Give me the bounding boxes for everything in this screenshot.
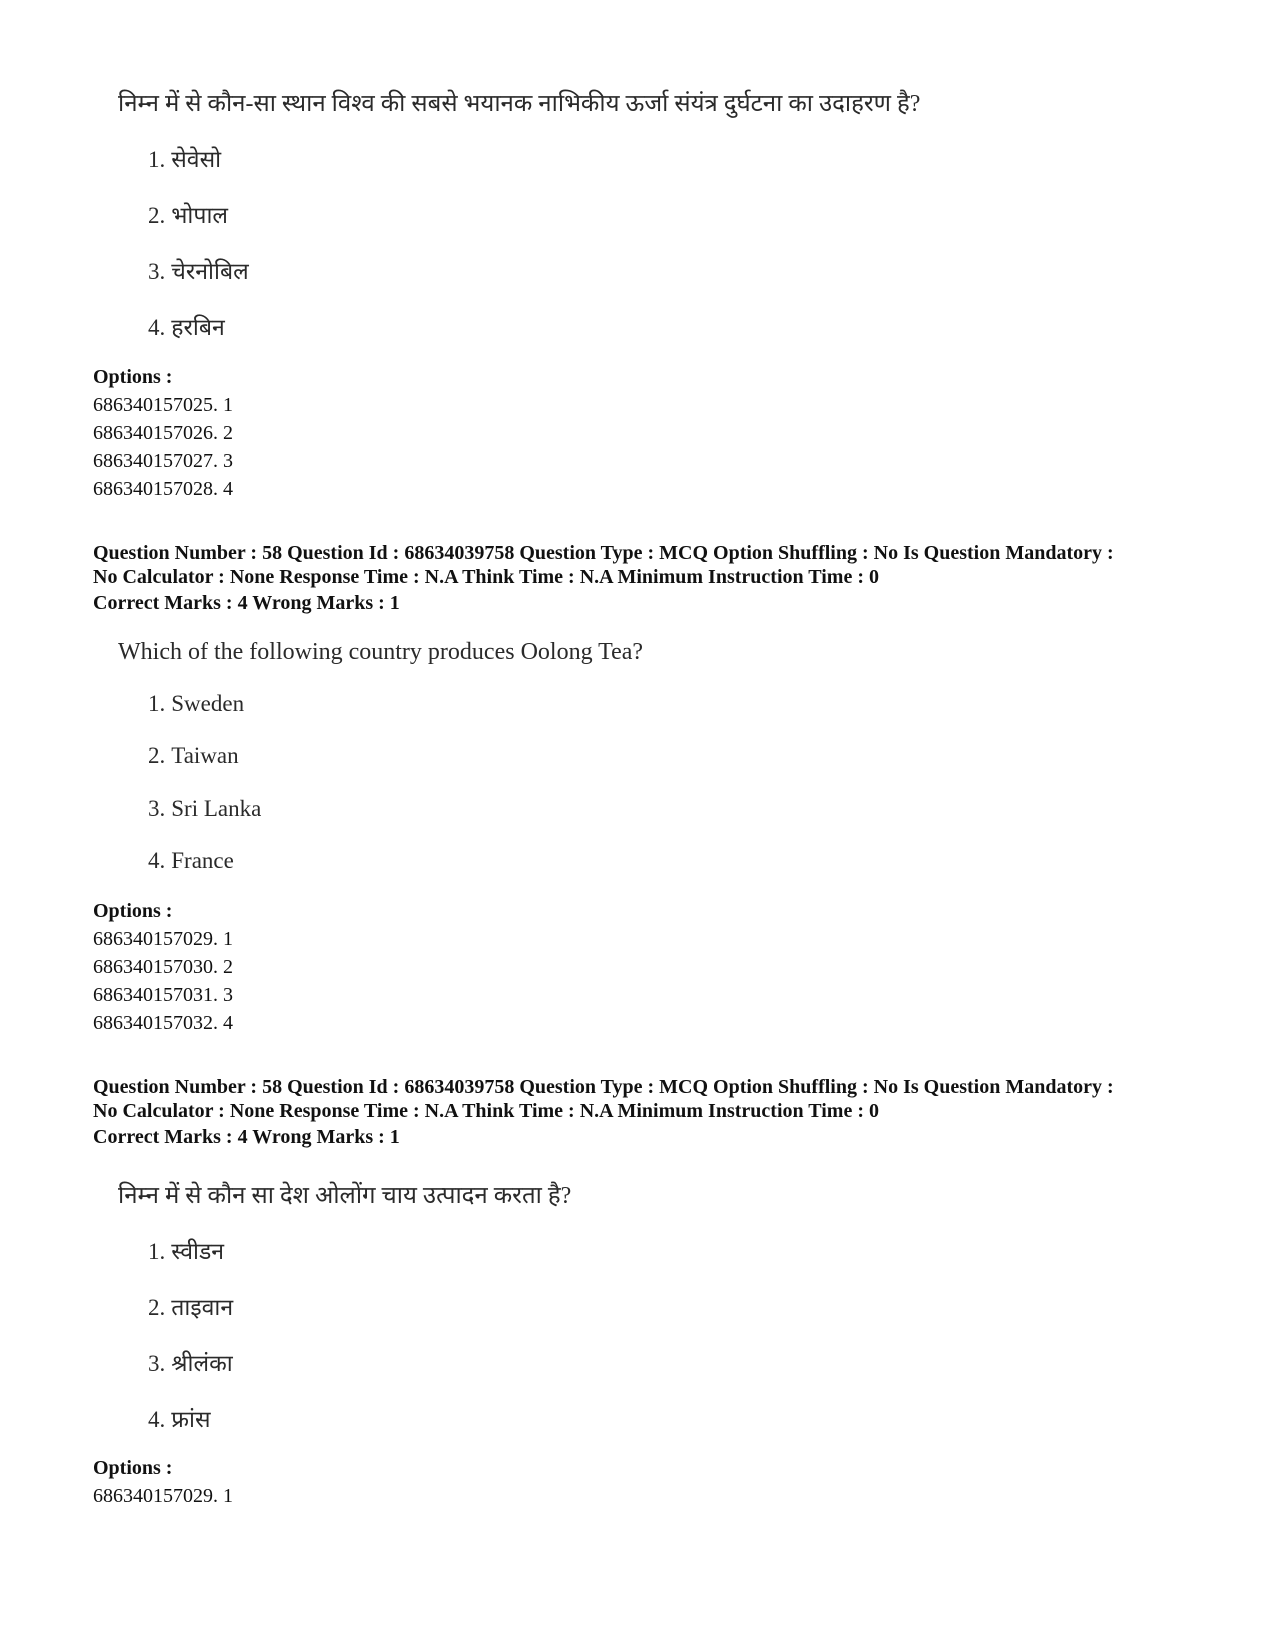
choice-text: Sweden — [171, 691, 245, 716]
option-id: 686340157029. 1 — [93, 1485, 233, 1507]
choice-item — [148, 1346, 233, 1378]
option-id: 686340157026. 2 — [93, 422, 233, 444]
options-label: Options : — [93, 1457, 173, 1479]
options-label: Options : — [93, 366, 173, 388]
choice-text: Taiwan — [171, 743, 239, 768]
choice-number: 3. — [148, 259, 166, 284]
question-meta — [93, 541, 1203, 589]
choice-number: 3. — [148, 1351, 166, 1376]
choice-text: हरबिन — [171, 315, 225, 340]
choice-text: फ्रांस — [171, 1407, 211, 1432]
option-id: 686340157032. 4 — [93, 1012, 233, 1034]
choice-text: Sri Lanka — [171, 796, 262, 821]
choice-number: 4. — [148, 315, 166, 340]
question-text: निम्न में से कौन सा देश ओलोंग चाय उत्पादन करता है? — [118, 1183, 572, 1209]
choice-text: France — [171, 848, 234, 873]
choice-number: 1. — [148, 147, 166, 172]
choice-text: चेरनोबिल — [171, 259, 249, 284]
choice-item — [148, 142, 221, 174]
choice-item — [148, 796, 261, 822]
choice-number: 3. — [148, 796, 166, 821]
choice-number: 2. — [148, 203, 166, 228]
choice-item — [148, 848, 234, 874]
choice-text: ताइवान — [171, 1295, 234, 1320]
choice-number: 4. — [148, 1407, 166, 1432]
question-text: निम्न में से कौन-सा स्थान विश्व की सबसे भयानक नाभिकीय ऊर्जा संयंत्र दुर्घटना का उदाहरण है? — [118, 91, 921, 117]
question-meta-line: Question Number : 58 Question Id : 68634039758 Question Type : MCQ Option Shuffling : No Is Question Mandatory : — [93, 1076, 1114, 1098]
choice-text: भोपाल — [171, 203, 228, 228]
choice-number: 4. — [148, 848, 166, 873]
choice-item — [148, 691, 244, 717]
choice-text: सेवेसो — [171, 147, 222, 172]
choice-item — [148, 1290, 233, 1322]
option-id: 686340157031. 3 — [93, 984, 233, 1006]
question-meta-line: No Calculator : None Response Time : N.A Think Time : N.A Minimum Instruction Time : 0 — [93, 566, 879, 588]
option-id: 686340157027. 3 — [93, 450, 233, 472]
question-text: Which of the following country produces Oolong Tea? — [118, 639, 644, 665]
option-id: 686340157028. 4 — [93, 478, 233, 500]
choice-item — [148, 743, 239, 769]
choice-text: स्वीडन — [171, 1239, 225, 1264]
choice-number: 1. — [148, 691, 166, 716]
choice-number: 2. — [148, 743, 166, 768]
choice-item — [148, 254, 249, 286]
question-meta-line: No Calculator : None Response Time : N.A Think Time : N.A Minimum Instruction Time : 0 — [93, 1100, 879, 1122]
option-id: 686340157029. 1 — [93, 928, 233, 950]
marks-line: Correct Marks : 4 Wrong Marks : 1 — [93, 1126, 400, 1148]
choice-number: 2. — [148, 1295, 166, 1320]
choice-number: 1. — [148, 1239, 166, 1264]
marks-line: Correct Marks : 4 Wrong Marks : 1 — [93, 592, 400, 614]
option-id: 686340157030. 2 — [93, 956, 233, 978]
option-id: 686340157025. 1 — [93, 394, 233, 416]
question-meta-line: Question Number : 58 Question Id : 68634039758 Question Type : MCQ Option Shuffling : No Is Question Mandatory : — [93, 542, 1114, 564]
choice-item — [148, 310, 225, 342]
choice-text: श्रीलंका — [171, 1351, 233, 1376]
question-meta — [93, 1075, 1203, 1123]
options-label: Options : — [93, 900, 173, 922]
choice-item — [148, 1402, 211, 1434]
choice-item — [148, 198, 228, 230]
choice-item — [148, 1234, 224, 1266]
